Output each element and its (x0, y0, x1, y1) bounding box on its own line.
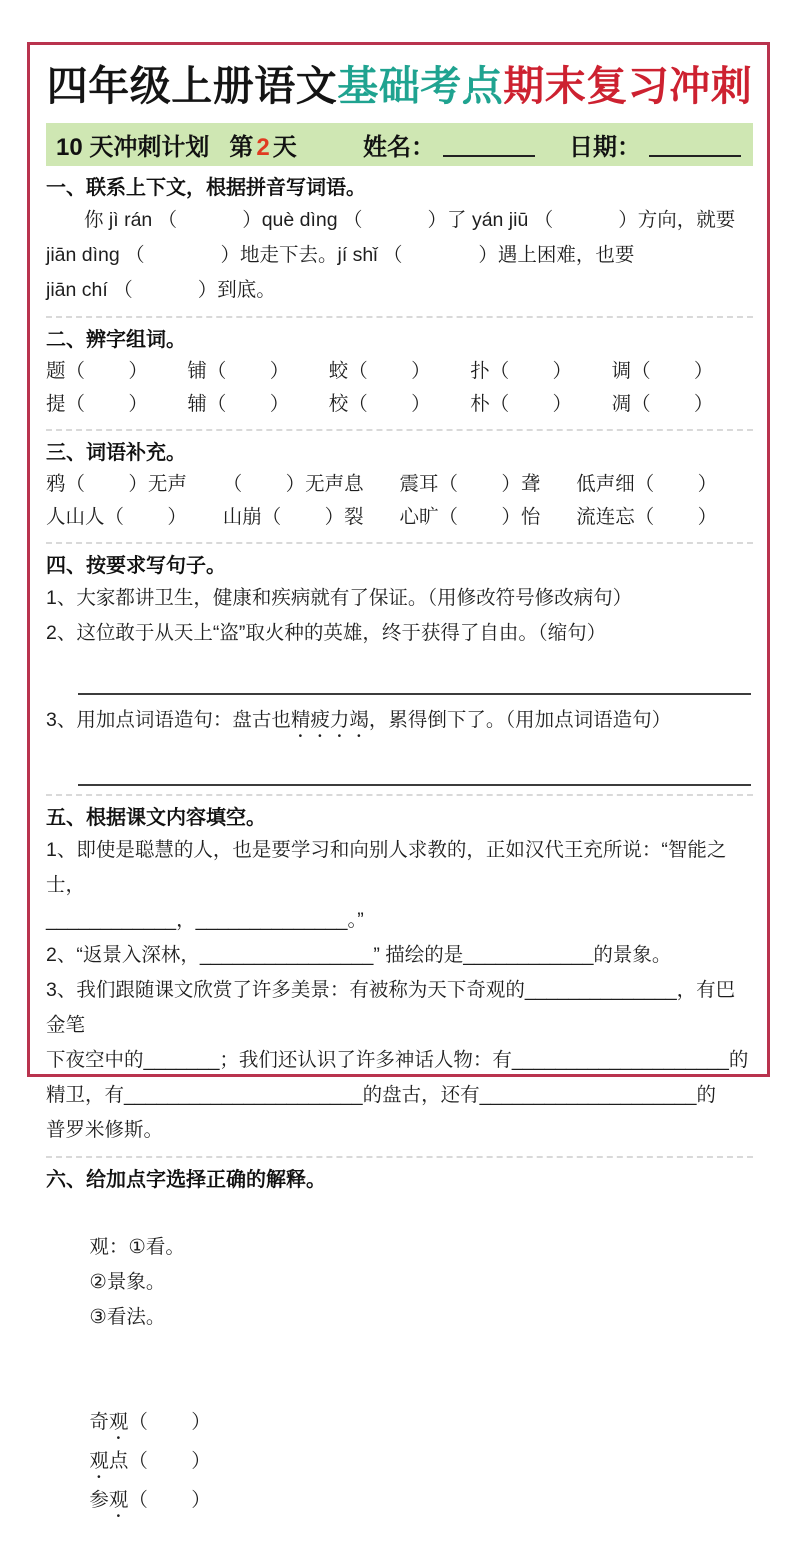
char-group: 铺（ ） (187, 360, 290, 383)
page-title (46, 63, 753, 110)
word-choice-row (46, 1370, 753, 1557)
plan-label: 10 天冲刺计划 (56, 134, 210, 162)
question-line: jiān dìng （ ）地走下去。jí shǐ （ ）遇上困难，也要 (46, 244, 635, 267)
section-one (46, 166, 753, 308)
idiom-blank: 山崩（ ）裂 (222, 506, 364, 529)
idiom-blank: （ ）无声息 (222, 473, 364, 496)
idiom-blank: 低声细（ ） (576, 473, 718, 496)
word-text: 参 (89, 1489, 109, 1512)
emphasis-char: 观 (108, 1489, 129, 1512)
word-row (46, 355, 753, 388)
definition-option: ③看法。 (89, 1306, 166, 1329)
word-text: （ ） (128, 1411, 211, 1434)
answer-line (78, 742, 751, 786)
question-line: 3、我们跟随课文欣赏了许多美景：有被称为天下奇观的______________，有巴金笔 (46, 979, 736, 1037)
char-group: 凋（ ） (611, 393, 714, 416)
name-blank (443, 133, 535, 157)
question-line: 1、大家都讲卫生，健康和疾病就有了保证。（用修改符号修改病句） (46, 587, 633, 610)
char-group: 提（ ） (46, 393, 148, 416)
word-text: 奇 (89, 1411, 109, 1434)
fill-blank-line: ____________，______________。” (46, 909, 364, 932)
question-line: 精卫，有______________________的盘古，还有____________________的 (46, 1084, 716, 1107)
section-five-title: 五、根据课文内容填空。 (46, 807, 266, 830)
question-line: 1、即使是聪慧的人，也是要学习和向别人求教的，正如汉代王充所说：“智能之士， (46, 839, 727, 897)
title-grade-segment: 四年级上册语文 (46, 63, 338, 109)
section-two (46, 316, 753, 421)
emphasis-word: 精疲力竭 (290, 709, 369, 732)
answer-line (78, 651, 751, 695)
word-choice (89, 1483, 210, 1522)
question-line: 2、“返景入深林，________________” 描绘的是____________的景象。 (46, 944, 672, 967)
idiom-blank: 心旷（ ）怡 (399, 506, 541, 529)
word-text: 点（ ） (108, 1450, 211, 1473)
name-label: 姓名： (363, 134, 435, 162)
word-choice (89, 1444, 289, 1483)
worksheet-frame (27, 42, 770, 1512)
idiom-row (46, 468, 753, 501)
day-label (229, 127, 296, 162)
idiom-blank: 流连忘（ ） (576, 506, 718, 529)
section-one-title: 一、联系上下文，根据拼音写词语。 (46, 177, 366, 200)
char-group: 辅（ ） (187, 393, 290, 416)
char-group: 朴（ ） (470, 393, 573, 416)
idiom-blank: 人山人（ ） (46, 506, 187, 529)
emphasis-char: 观 (108, 1411, 129, 1434)
char-group: 校（ ） (328, 393, 431, 416)
idiom-blank: 震耳（ ）聋 (399, 473, 541, 496)
section-six (46, 1156, 753, 1557)
section-four (46, 542, 753, 786)
section-three-title: 三、词语补充。 (46, 442, 186, 465)
char-group: 扑（ ） (470, 360, 573, 383)
word-choice (89, 1405, 274, 1444)
question-line: jiān chí （ ）到底。 (46, 279, 276, 302)
definition-option: ②景象。 (89, 1271, 166, 1294)
title-exam-segment: 期末复习冲刺 (503, 63, 753, 109)
emphasis-char: 观 (89, 1450, 109, 1473)
section-six-title: 六、给加点字选择正确的解释。 (46, 1169, 326, 1192)
idiom-blank: 鸦（ ）无声 (46, 473, 187, 496)
day-prefix: 第 (229, 134, 254, 162)
question-line: 下夜空中的_______；我们还认识了许多神话人物：有____________________的 (46, 1049, 749, 1072)
date-blank (649, 133, 741, 157)
day-suffix: 天 (272, 134, 297, 162)
title-topic-segment: 基础考点 (337, 63, 504, 109)
question-text: 3、用加点词语造句：盘古也 (46, 709, 291, 732)
section-four-title: 四、按要求写句子。 (46, 555, 226, 578)
section-three (46, 429, 753, 534)
question-text: ，累得倒下了。（用加点词语造句） (368, 709, 672, 732)
char-group: 调（ ） (611, 360, 714, 383)
section-two-title: 二、辨字组词。 (46, 329, 186, 352)
date-label: 日期： (569, 134, 641, 162)
definition-option: 观：①看。 (89, 1236, 185, 1259)
definition-options-row (46, 1195, 753, 1370)
day-number: 2 (256, 134, 270, 162)
idiom-row (46, 501, 753, 534)
char-group: 题（ ） (46, 360, 148, 383)
question-line: 你 jì rán （ ）què dìng （ ）了 yán jiū （ ）方向，就要 (84, 209, 736, 232)
question-line (46, 703, 753, 742)
word-row (46, 388, 753, 421)
char-group: 蛟（ ） (328, 360, 431, 383)
word-text: （ ） (128, 1489, 211, 1512)
plan-banner (46, 123, 753, 166)
question-line: 普罗米修斯。 (46, 1119, 164, 1142)
section-five (46, 794, 753, 1148)
question-line: 2、这位敢于从天上“盗”取火种的英雄，终于获得了自由。（缩句） (46, 622, 607, 645)
